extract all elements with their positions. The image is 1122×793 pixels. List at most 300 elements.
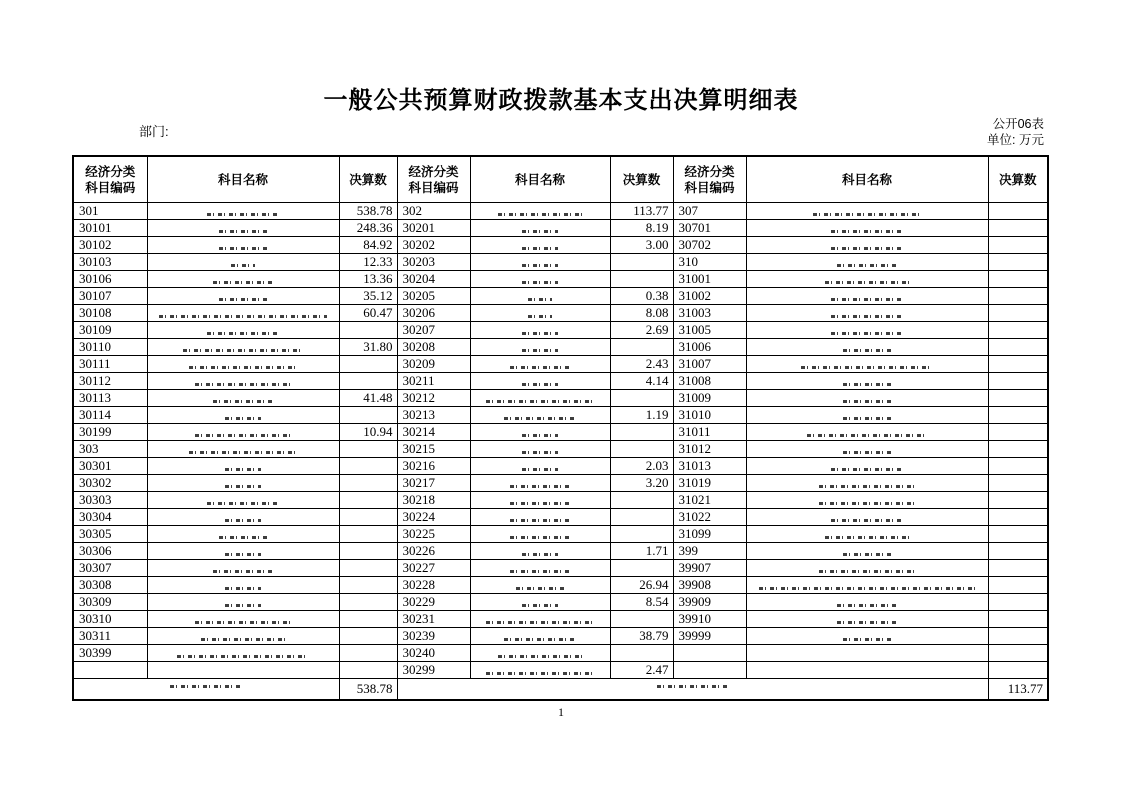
redacted-text-smudge <box>522 383 558 386</box>
redacted-text-smudge <box>225 604 261 607</box>
redacted-name-cell <box>470 509 610 526</box>
code-cell: 30102 <box>73 237 147 254</box>
redacted-name-cell <box>746 475 988 492</box>
value-cell <box>610 526 673 543</box>
code-cell: 30199 <box>73 424 147 441</box>
value-cell: 2.03 <box>610 458 673 475</box>
redacted-name-cell <box>746 373 988 390</box>
code-cell: 31013 <box>673 458 746 475</box>
redacted-text-smudge <box>219 230 267 233</box>
redacted-text-smudge <box>189 451 297 454</box>
redacted-text-smudge <box>510 519 570 522</box>
page-title: 一般公共预算财政拨款基本支出决算明细表 <box>323 87 799 114</box>
code-cell: 30305 <box>73 526 147 543</box>
code-cell: 30310 <box>73 611 147 628</box>
value-cell <box>988 475 1048 492</box>
value-cell <box>339 662 397 679</box>
redacted-name-cell <box>147 594 339 611</box>
department-label: 部门: <box>139 124 169 139</box>
redacted-text-smudge <box>807 434 927 437</box>
redacted-name-cell <box>746 356 988 373</box>
table-row <box>73 611 1048 628</box>
redacted-name-cell <box>470 237 610 254</box>
code-cell: 31010 <box>673 407 746 424</box>
redacted-text-smudge <box>504 638 576 641</box>
code-cell: 30112 <box>73 373 147 390</box>
code-cell: 30213 <box>397 407 470 424</box>
redacted-text-smudge <box>831 519 903 522</box>
redacted-name-cell <box>746 458 988 475</box>
redacted-name-cell <box>470 356 610 373</box>
redacted-name-cell <box>470 203 610 220</box>
header-code-line1: 经济分类 <box>684 164 735 179</box>
redacted-name-cell <box>746 390 988 407</box>
redacted-text-smudge <box>837 264 897 267</box>
redacted-text-smudge <box>486 672 594 675</box>
redacted-name-cell <box>470 390 610 407</box>
code-cell: 30107 <box>73 288 147 305</box>
value-cell <box>988 441 1048 458</box>
value-cell: 113.77 <box>610 203 673 220</box>
redacted-text-smudge <box>219 536 267 539</box>
code-cell: 30106 <box>73 271 147 288</box>
redacted-name-cell <box>147 611 339 628</box>
value-cell <box>339 526 397 543</box>
table-row <box>73 203 1048 220</box>
redacted-name-cell <box>470 322 610 339</box>
redacted-text-smudge <box>183 349 303 352</box>
redacted-name-cell <box>147 458 339 475</box>
redacted-name-cell <box>147 203 339 220</box>
value-cell <box>339 458 397 475</box>
value-cell: 8.08 <box>610 305 673 322</box>
table-row <box>73 288 1048 305</box>
header-code-line2: 科目编码 <box>684 180 735 195</box>
redacted-text-smudge <box>843 417 891 420</box>
code-cell: 31011 <box>673 424 746 441</box>
redacted-name-cell <box>746 203 988 220</box>
code-cell: 31021 <box>673 492 746 509</box>
code-cell: 30214 <box>397 424 470 441</box>
redacted-text-smudge <box>510 570 570 573</box>
redacted-text-smudge <box>831 298 903 301</box>
code-cell: 30113 <box>73 390 147 407</box>
redacted-name-cell <box>147 577 339 594</box>
redacted-text-smudge <box>207 332 279 335</box>
value-cell <box>988 390 1048 407</box>
redacted-name-cell <box>746 594 988 611</box>
value-cell <box>988 577 1048 594</box>
redacted-name-cell <box>746 271 988 288</box>
redacted-name-cell <box>147 271 339 288</box>
header-value-col-2: 决算数 <box>610 156 673 203</box>
code-cell: 31005 <box>673 322 746 339</box>
redacted-text-smudge <box>819 570 915 573</box>
code-cell: 30111 <box>73 356 147 373</box>
value-cell <box>988 662 1048 679</box>
redacted-text-smudge <box>516 587 564 590</box>
code-cell: 30208 <box>397 339 470 356</box>
code-cell: 30217 <box>397 475 470 492</box>
value-cell <box>339 441 397 458</box>
value-cell <box>610 390 673 407</box>
value-cell <box>988 271 1048 288</box>
value-cell <box>988 407 1048 424</box>
redacted-text-smudge <box>225 519 261 522</box>
redacted-name-cell <box>147 254 339 271</box>
table-row <box>73 271 1048 288</box>
redacted-text-smudge <box>843 553 891 556</box>
code-cell: 307 <box>673 203 746 220</box>
value-cell: 38.79 <box>610 628 673 645</box>
value-cell <box>339 509 397 526</box>
redacted-text-smudge <box>195 434 291 437</box>
table-row <box>73 543 1048 560</box>
code-cell: 30110 <box>73 339 147 356</box>
code-cell: 30239 <box>397 628 470 645</box>
code-cell: 30204 <box>397 271 470 288</box>
redacted-name-cell <box>147 288 339 305</box>
table-row <box>73 526 1048 543</box>
budget-table <box>72 155 1049 701</box>
code-cell: 39907 <box>673 560 746 577</box>
total-row <box>73 679 1048 701</box>
value-cell <box>339 645 397 662</box>
table-row <box>73 237 1048 254</box>
code-cell: 30207 <box>397 322 470 339</box>
redacted-name-cell <box>470 288 610 305</box>
value-cell <box>339 356 397 373</box>
table-row <box>73 424 1048 441</box>
value-cell <box>610 339 673 356</box>
redacted-name-cell <box>147 305 339 322</box>
value-cell: 12.33 <box>339 254 397 271</box>
total-value-right: 113.77 <box>988 679 1048 701</box>
value-cell: 2.43 <box>610 356 673 373</box>
code-cell: 30209 <box>397 356 470 373</box>
value-cell <box>988 509 1048 526</box>
redacted-name-cell <box>746 560 988 577</box>
value-cell: 3.20 <box>610 475 673 492</box>
redacted-text-smudge <box>195 383 291 386</box>
code-cell: 310 <box>673 254 746 271</box>
value-cell <box>610 254 673 271</box>
code-cell: 30309 <box>73 594 147 611</box>
redacted-name-cell <box>147 407 339 424</box>
code-cell: 30229 <box>397 594 470 611</box>
redacted-text-smudge <box>225 417 261 420</box>
redacted-text-smudge <box>522 451 558 454</box>
table-row <box>73 339 1048 356</box>
value-cell: 84.92 <box>339 237 397 254</box>
redacted-text-smudge <box>522 332 558 335</box>
value-cell <box>610 492 673 509</box>
header-code-line2: 科目编码 <box>408 180 459 195</box>
code-cell: 30114 <box>73 407 147 424</box>
redacted-text-smudge <box>528 315 552 318</box>
code-cell: 30206 <box>397 305 470 322</box>
value-cell <box>339 628 397 645</box>
redacted-text-smudge <box>843 451 891 454</box>
redacted-text-smudge <box>498 213 582 216</box>
redacted-text-smudge <box>528 298 552 301</box>
redacted-text-smudge <box>510 502 570 505</box>
redacted-name-cell <box>746 662 988 679</box>
value-cell: 26.94 <box>610 577 673 594</box>
value-cell <box>610 441 673 458</box>
redacted-name-cell <box>746 645 988 662</box>
value-cell <box>988 356 1048 373</box>
redacted-name-cell <box>470 407 610 424</box>
value-cell <box>610 645 673 662</box>
redacted-name-cell <box>470 628 610 645</box>
value-cell: 8.19 <box>610 220 673 237</box>
code-cell: 30216 <box>397 458 470 475</box>
value-cell <box>988 560 1048 577</box>
redacted-text-smudge <box>510 366 570 369</box>
redacted-name-cell <box>470 339 610 356</box>
redacted-text-smudge <box>213 570 273 573</box>
code-cell: 30227 <box>397 560 470 577</box>
value-cell: 31.80 <box>339 339 397 356</box>
header-code-line1: 经济分类 <box>85 164 136 179</box>
redacted-text-smudge <box>504 417 576 420</box>
redacted-name-cell <box>746 543 988 560</box>
header-value-col-1: 决算数 <box>339 156 397 203</box>
code-cell: 30211 <box>397 373 470 390</box>
redacted-name-cell <box>147 339 339 356</box>
code-cell: 301 <box>73 203 147 220</box>
code-cell: 30701 <box>673 220 746 237</box>
value-cell <box>988 339 1048 356</box>
value-cell <box>988 220 1048 237</box>
code-cell: 31007 <box>673 356 746 373</box>
redacted-name-cell <box>746 424 988 441</box>
redacted-name-cell <box>746 611 988 628</box>
code-cell: 30205 <box>397 288 470 305</box>
value-cell: 10.94 <box>339 424 397 441</box>
code-cell: 30399 <box>73 645 147 662</box>
redacted-text-smudge <box>522 553 558 556</box>
total-label-right-cell <box>397 679 988 701</box>
code-cell: 31008 <box>673 373 746 390</box>
redacted-name-cell <box>470 611 610 628</box>
table-row <box>73 577 1048 594</box>
value-cell <box>339 373 397 390</box>
code-cell: 31006 <box>673 339 746 356</box>
redacted-name-cell <box>147 373 339 390</box>
value-cell <box>339 560 397 577</box>
code-cell <box>673 645 746 662</box>
redacted-text-smudge <box>522 434 558 437</box>
redacted-name-cell <box>746 509 988 526</box>
unit-label: 单位: 万元 <box>987 132 1044 147</box>
redacted-text-smudge <box>825 536 909 539</box>
code-cell: 39909 <box>673 594 746 611</box>
doc-ref-label: 公开06表 <box>992 117 1044 131</box>
redacted-name-cell <box>470 492 610 509</box>
value-cell: 1.71 <box>610 543 673 560</box>
table-row <box>73 458 1048 475</box>
code-cell: 30215 <box>397 441 470 458</box>
doc-ref-block <box>987 117 1044 148</box>
code-cell: 31019 <box>673 475 746 492</box>
code-cell: 30109 <box>73 322 147 339</box>
redacted-text-smudge <box>825 281 909 284</box>
value-cell <box>339 492 397 509</box>
code-cell: 30307 <box>73 560 147 577</box>
redacted-name-cell <box>746 339 988 356</box>
code-cell: 30203 <box>397 254 470 271</box>
redacted-text-smudge <box>522 468 558 471</box>
value-cell: 13.36 <box>339 271 397 288</box>
redacted-name-cell <box>147 645 339 662</box>
value-cell <box>339 322 397 339</box>
redacted-name-cell <box>147 390 339 407</box>
value-cell <box>339 407 397 424</box>
code-cell: 30304 <box>73 509 147 526</box>
header-code-col-3 <box>673 156 746 203</box>
redacted-name-cell <box>746 407 988 424</box>
table-row <box>73 492 1048 509</box>
code-cell: 30302 <box>73 475 147 492</box>
value-cell <box>339 577 397 594</box>
redacted-name-cell <box>470 560 610 577</box>
code-cell: 399 <box>673 543 746 560</box>
redacted-text-smudge <box>522 604 558 607</box>
redacted-name-cell <box>147 322 339 339</box>
redacted-text-smudge <box>819 502 915 505</box>
redacted-text-smudge <box>219 247 267 250</box>
redacted-text-smudge <box>843 349 891 352</box>
table-row <box>73 645 1048 662</box>
redacted-name-cell <box>147 543 339 560</box>
table-row <box>73 254 1048 271</box>
redacted-name-cell <box>746 628 988 645</box>
value-cell <box>988 237 1048 254</box>
redacted-text-smudge <box>759 587 975 590</box>
redacted-text-smudge <box>843 638 891 641</box>
redacted-text-smudge <box>522 349 558 352</box>
redacted-text-smudge <box>170 685 242 688</box>
redacted-text-smudge <box>486 400 594 403</box>
redacted-text-smudge <box>486 621 594 624</box>
value-cell <box>988 594 1048 611</box>
table-row <box>73 441 1048 458</box>
code-cell: 39999 <box>673 628 746 645</box>
code-cell: 30218 <box>397 492 470 509</box>
value-cell <box>988 322 1048 339</box>
code-cell: 30108 <box>73 305 147 322</box>
header-name-col-3: 科目名称 <box>746 156 988 203</box>
table-row <box>73 390 1048 407</box>
redacted-name-cell <box>147 475 339 492</box>
value-cell: 4.14 <box>610 373 673 390</box>
code-cell: 30103 <box>73 254 147 271</box>
code-cell: 30301 <box>73 458 147 475</box>
code-cell: 31022 <box>673 509 746 526</box>
redacted-name-cell <box>470 475 610 492</box>
value-cell <box>988 203 1048 220</box>
value-cell: 60.47 <box>339 305 397 322</box>
redacted-text-smudge <box>225 587 261 590</box>
value-cell <box>610 509 673 526</box>
redacted-name-cell <box>470 220 610 237</box>
code-cell: 30306 <box>73 543 147 560</box>
value-cell: 41.48 <box>339 390 397 407</box>
redacted-text-smudge <box>510 536 570 539</box>
code-cell: 31001 <box>673 271 746 288</box>
value-cell <box>988 458 1048 475</box>
redacted-text-smudge <box>207 502 279 505</box>
code-cell: 30225 <box>397 526 470 543</box>
value-cell <box>610 424 673 441</box>
header-code-line2: 科目编码 <box>85 180 136 195</box>
code-cell: 30702 <box>673 237 746 254</box>
redacted-text-smudge <box>213 281 273 284</box>
redacted-name-cell <box>470 577 610 594</box>
value-cell <box>988 628 1048 645</box>
redacted-name-cell <box>746 254 988 271</box>
page-number: 1 <box>558 705 564 719</box>
redacted-name-cell <box>470 441 610 458</box>
redacted-text-smudge <box>219 298 267 301</box>
value-cell: 8.54 <box>610 594 673 611</box>
redacted-text-smudge <box>813 213 921 216</box>
redacted-text-smudge <box>843 400 891 403</box>
value-cell <box>610 560 673 577</box>
value-cell: 1.19 <box>610 407 673 424</box>
value-cell: 2.69 <box>610 322 673 339</box>
code-cell: 30311 <box>73 628 147 645</box>
redacted-text-smudge <box>177 655 309 658</box>
code-cell: 30240 <box>397 645 470 662</box>
table-row <box>73 628 1048 645</box>
table-row <box>73 594 1048 611</box>
redacted-text-smudge <box>831 247 903 250</box>
redacted-text-smudge <box>231 264 255 267</box>
redacted-text-smudge <box>225 553 261 556</box>
redacted-name-cell <box>470 305 610 322</box>
code-cell: 31012 <box>673 441 746 458</box>
redacted-name-cell <box>470 594 610 611</box>
redacted-text-smudge <box>801 366 933 369</box>
redacted-name-cell <box>746 288 988 305</box>
value-cell: 35.12 <box>339 288 397 305</box>
value-cell: 2.47 <box>610 662 673 679</box>
redacted-text-smudge <box>522 264 558 267</box>
value-cell <box>988 611 1048 628</box>
redacted-name-cell <box>746 305 988 322</box>
redacted-name-cell <box>470 271 610 288</box>
redacted-name-cell <box>147 492 339 509</box>
redacted-text-smudge <box>201 638 285 641</box>
table-row <box>73 220 1048 237</box>
value-cell <box>610 271 673 288</box>
redacted-text-smudge <box>837 604 897 607</box>
redacted-text-smudge <box>819 485 915 488</box>
redacted-text-smudge <box>213 400 273 403</box>
code-cell <box>673 662 746 679</box>
header-code-col-1 <box>73 156 147 203</box>
value-cell <box>339 543 397 560</box>
value-cell <box>988 254 1048 271</box>
redacted-name-cell <box>746 526 988 543</box>
redacted-name-cell <box>746 492 988 509</box>
code-cell: 31099 <box>673 526 746 543</box>
value-cell <box>339 594 397 611</box>
redacted-name-cell <box>147 526 339 543</box>
